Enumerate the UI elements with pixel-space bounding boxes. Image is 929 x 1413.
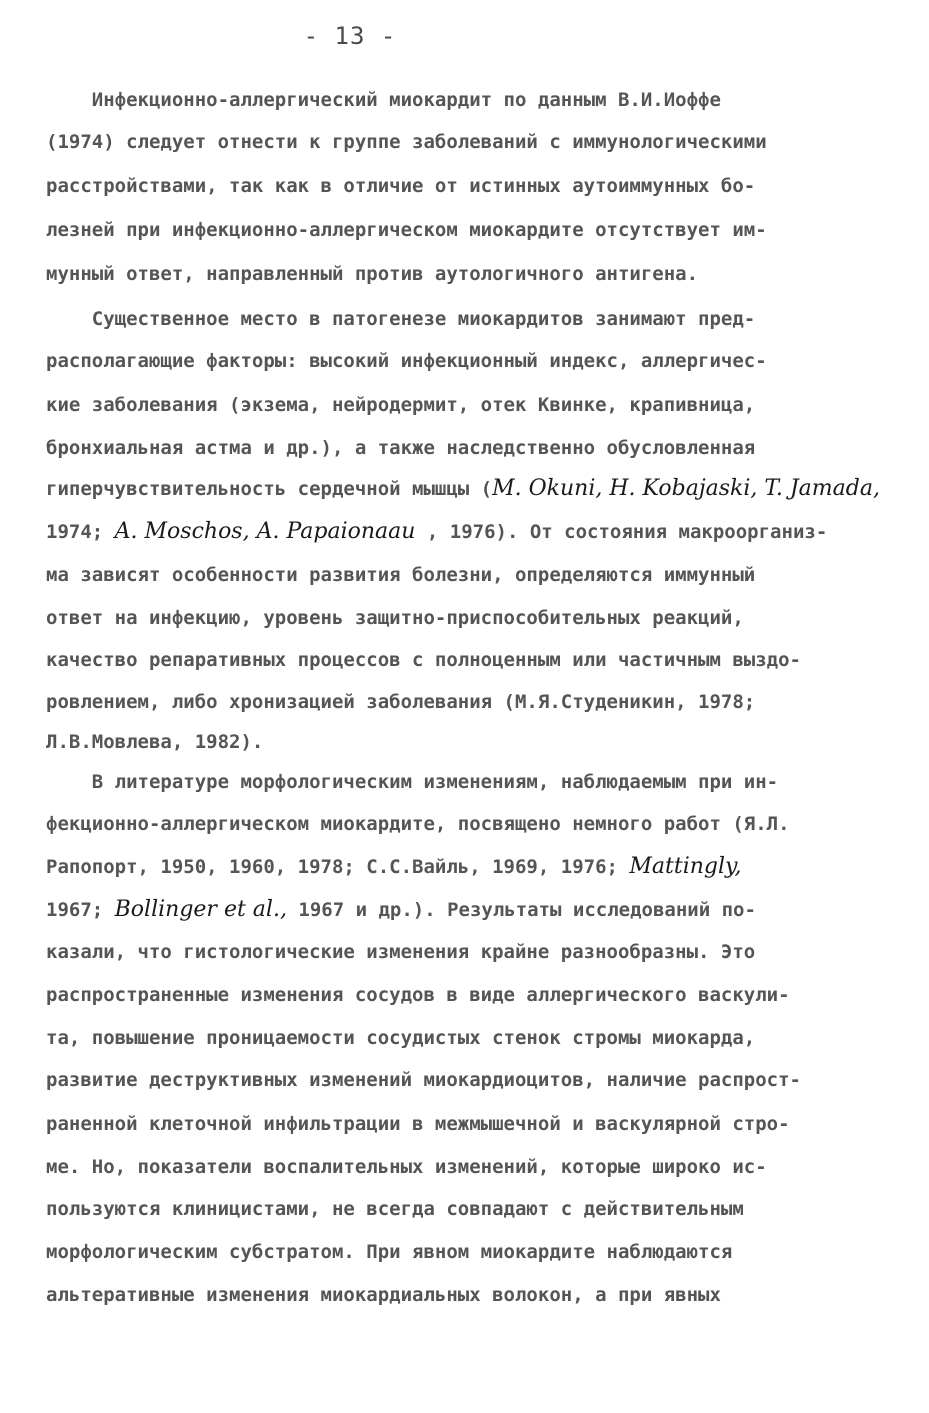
text-line: [46, 520, 827, 544]
text-fragment: качество репаративных процессов с полноценным или частичным выздо-: [46, 649, 801, 671]
text-fragment: , 1976). От состояния макроорганиз-: [415, 521, 828, 543]
text-fragment: 1967;: [46, 899, 115, 921]
text-line: [46, 855, 742, 879]
page-number: - 13 -: [303, 22, 397, 50]
text-line: [46, 1240, 732, 1264]
text-line: [46, 477, 880, 501]
text-line: [46, 88, 721, 112]
text-fragment: Л.В.Мовлева, 1982).: [46, 731, 264, 753]
text-fragment: 1967 и др.). Результаты исследований по-: [286, 899, 756, 921]
text-line: [46, 1026, 755, 1050]
text-line: [46, 648, 801, 672]
text-line: [46, 436, 755, 460]
text-line: [46, 1283, 721, 1307]
text-line: [46, 307, 755, 331]
text-fragment: та, повышение проницаемости сосудистых стенок стромы миокарда,: [46, 1027, 756, 1049]
text-fragment: Инфекционно-аллергический миокардит по данным В.И.Иоффе: [46, 89, 721, 111]
text-fragment: гиперчувствительность сердечной мышцы (: [46, 478, 493, 500]
text-fragment: кие заболевания (экзема, нейродермит, отек Квинке, крапивница,: [46, 394, 756, 416]
text-fragment: 1974;: [46, 521, 115, 543]
text-fragment: фекционно-аллергическом миокардите, посвящено немного работ (Я.Л.: [46, 813, 790, 835]
text-line: [46, 730, 263, 754]
handwritten-citation: Bollinger et al.,: [114, 897, 287, 922]
text-fragment: (1974) следует отнести к группе заболеваний с иммунологическими: [46, 131, 767, 153]
text-fragment: распространенные изменения сосудов в виде аллергического васкули-: [46, 984, 790, 1006]
text-fragment: лезней при инфекционно-аллергическом миокардите отсутствует им-: [46, 219, 767, 241]
text-line: [46, 1155, 767, 1179]
text-fragment: казали, что гистологические изменения крайне разнообразны. Это: [46, 941, 756, 963]
text-line: [46, 218, 767, 242]
text-line: [46, 349, 767, 373]
text-fragment: бронхиальная астма и др.), а также наследственно обусловленная: [46, 437, 756, 459]
handwritten-citation: M. Okuni, H. Kobajaski, T. Jamada,: [492, 476, 880, 501]
text-fragment: ме. Но, показатели воспалительных изменений, которые широко ис-: [46, 1156, 767, 1178]
text-fragment: альтеративные изменения миокардиальных волокон, а при явных: [46, 1284, 721, 1306]
text-fragment: располагающие факторы: высокий инфекционный индекс, аллергичес-: [46, 350, 767, 372]
text-fragment: ответ на инфекцию, уровень защитно-приспособительных реакций,: [46, 607, 744, 629]
text-line: [46, 770, 778, 794]
text-fragment: раненной клеточной инфильтрации в межмышечной и васкулярной стро-: [46, 1113, 790, 1135]
text-line: [46, 983, 790, 1007]
text-line: [46, 563, 755, 587]
text-fragment: Рапопорт, 1950, 1960, 1978; С.С.Вайль, 1969, 1976;: [46, 856, 630, 878]
text-line: [46, 940, 755, 964]
text-line: [46, 262, 698, 286]
text-fragment: мунный ответ, направленный против аутологичного антигена.: [46, 263, 699, 285]
text-line: [46, 812, 790, 836]
text-fragment: Существенное место в патогенезе миокардитов занимают пред-: [46, 308, 756, 330]
text-fragment: В литературе морфологическим изменениям, наблюдаемым при ин-: [46, 771, 779, 793]
handwritten-citation: A. Moschos, A. Papaionaau: [114, 519, 416, 544]
text-line: [46, 174, 755, 198]
text-line: [46, 130, 767, 154]
text-line: [46, 690, 755, 714]
text-fragment: расстройствами, так как в отличие от истинных аутоиммунных бо-: [46, 175, 756, 197]
text-fragment: ровлением, либо хронизацией заболевания (М.Я.Студеникин, 1978;: [46, 691, 756, 713]
text-line: [46, 393, 755, 417]
text-line: [46, 606, 744, 630]
text-fragment: пользуются клиницистами, не всегда совпадают с действительным: [46, 1198, 744, 1220]
text-line: [46, 1112, 790, 1136]
text-fragment: ма зависят особенности развития болезни, определяются иммунный: [46, 564, 756, 586]
text-fragment: морфологическим субстратом. При явном миокардите наблюдаются: [46, 1241, 733, 1263]
text-line: [46, 898, 756, 922]
text-line: [46, 1068, 801, 1092]
text-fragment: развитие деструктивных изменений миокардиоцитов, наличие распрост-: [46, 1069, 801, 1091]
handwritten-citation: Mattingly,: [629, 854, 742, 879]
text-line: [46, 1197, 744, 1221]
